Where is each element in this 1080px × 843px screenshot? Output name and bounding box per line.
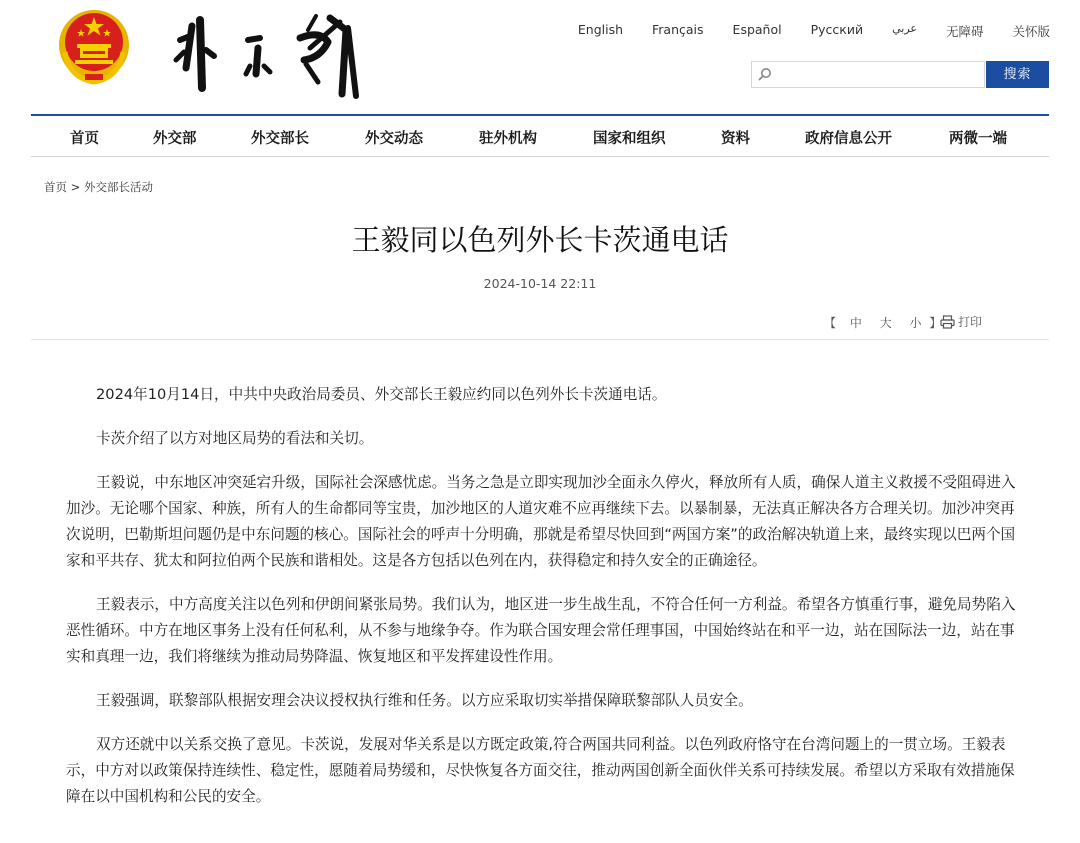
print-button[interactable] <box>940 313 982 330</box>
article-date: 2024-10-14 22:11 <box>483 276 597 291</box>
article-title: 王毅同以色列外长卡茨通电话 <box>351 223 729 257</box>
header-divider <box>31 339 1049 340</box>
search-bar <box>751 61 1049 88</box>
print-label: 打印 <box>958 315 983 329</box>
search-icon <box>758 67 772 81</box>
nav-item-minister[interactable]: 外交部长 <box>251 131 309 147</box>
article-paragraph: 卡茨介绍了以方对地区局势的看法和关切。 <box>96 430 374 447</box>
search-button[interactable]: 搜索 <box>986 61 1049 88</box>
national-emblem-icon[interactable] <box>57 8 131 86</box>
nav-item-home[interactable]: 首页 <box>70 131 99 147</box>
lang-english[interactable]: English <box>577 22 624 37</box>
nav-item-diplomatic-news[interactable]: 外交动态 <box>365 131 423 147</box>
font-size-large[interactable]: 中 <box>849 316 862 330</box>
breadcrumb-separator: > <box>67 180 84 194</box>
article-paragraph: 王毅说，中东地区冲突延宕升级，国际社会深感忧虑。当务之急是立即实现加沙全面永久停火，释放所有人质，确保人道主义救援不受阻碍进入加沙。无论哪个国家、种族，所有人的生命都同等宝贵，加沙地区的人道灾难不应再继续下去。以暴制暴，无法真正解决各方合理关切。加沙冲突再次说明，巴勒斯坦问题仍是中东问题的核心。国际社会的呼声十分明确，那就是希望尽快回到“两国方案”的政治解决轨道上来，最终实现以巴两个国家和平共存、犹太和阿拉伯两个民族和谐相处。这是各方包括以色列在内，获得稳定和持久安全的正确途径。 <box>66 474 1016 569</box>
font-size-small[interactable]: 小 <box>909 316 922 330</box>
nav-item-government-info[interactable]: 政府信息公开 <box>805 131 892 147</box>
lang-spanish[interactable]: Español <box>732 22 782 37</box>
site-header <box>0 0 1080 115</box>
font-size-bracket-close: 】 <box>929 316 942 330</box>
breadcrumb-section[interactable]: 外交部长活动 <box>83 180 153 194</box>
lang-french[interactable]: Français <box>652 22 704 37</box>
article-body <box>66 382 1018 828</box>
breadcrumb-home[interactable]: 首页 <box>44 180 67 194</box>
font-size-medium[interactable]: 大 <box>879 316 892 330</box>
lang-russian[interactable]: Русский <box>810 22 864 37</box>
lang-arabic[interactable]: عربي <box>892 22 917 35</box>
breadcrumb <box>44 179 153 195</box>
elderly-care-link[interactable]: 关怀版 <box>1012 24 1050 39</box>
font-size-selector <box>824 314 951 331</box>
ministry-calligraphy-logo[interactable] <box>170 8 370 104</box>
nav-item-countries-organizations[interactable]: 国家和组织 <box>593 131 666 147</box>
accessibility-link[interactable]: 无障碍 <box>945 24 984 39</box>
language-links <box>549 22 1050 40</box>
search-box <box>751 61 985 88</box>
article-paragraph: 2024年10月14日，中共中央政治局委员、外交部长王毅应约同以色列外长卡茨通电话。 <box>96 386 667 403</box>
article-paragraph: 王毅表示，中方高度关注以色列和伊朗间紧张局势。我们认为，地区进一步生战生乱，不符合任何一方利益。希望各方慎重行事，避免局势陷入恶性循环。中方在地区事务上没有任何私利，从不参与地缘争夺。作为联合国安理会常任理事国，中国始终站在和平一边，站在国际法一边，站在事实和真理一边，我们将继续为推动局势降温、恢复地区和平发挥建设性作用。 <box>66 596 1016 665</box>
nav-item-missions-overseas[interactable]: 驻外机构 <box>479 131 537 147</box>
main-nav <box>31 116 1049 157</box>
article-paragraph: 王毅强调，联黎部队根据安理会决议授权执行维和任务。以方应采取切实举措保障联黎部队人员安全。 <box>96 692 753 709</box>
search-input[interactable] <box>774 64 983 85</box>
nav-item-ministry[interactable]: 外交部 <box>153 131 197 147</box>
printer-icon <box>940 315 955 329</box>
nav-item-resources[interactable]: 资料 <box>721 131 750 147</box>
nav-item-social-media[interactable]: 两微一端 <box>949 131 1007 147</box>
article-paragraph: 双方还就中以关系交换了意见。卡茨说，发展对华关系是以方既定政策,符合两国共同利益。以色列政府恪守在台湾问题上的一贯立场。王毅表示，中方对以政策保持连续性、稳定性，愿随着局势缓和，尽快恢复各方面交往，推动两国创新全面伙伴关系可持续发展。希望以方采取有效措施保障在以中国机构和公民的安全。 <box>66 736 1015 805</box>
font-size-bracket-open: 【 <box>824 316 837 330</box>
